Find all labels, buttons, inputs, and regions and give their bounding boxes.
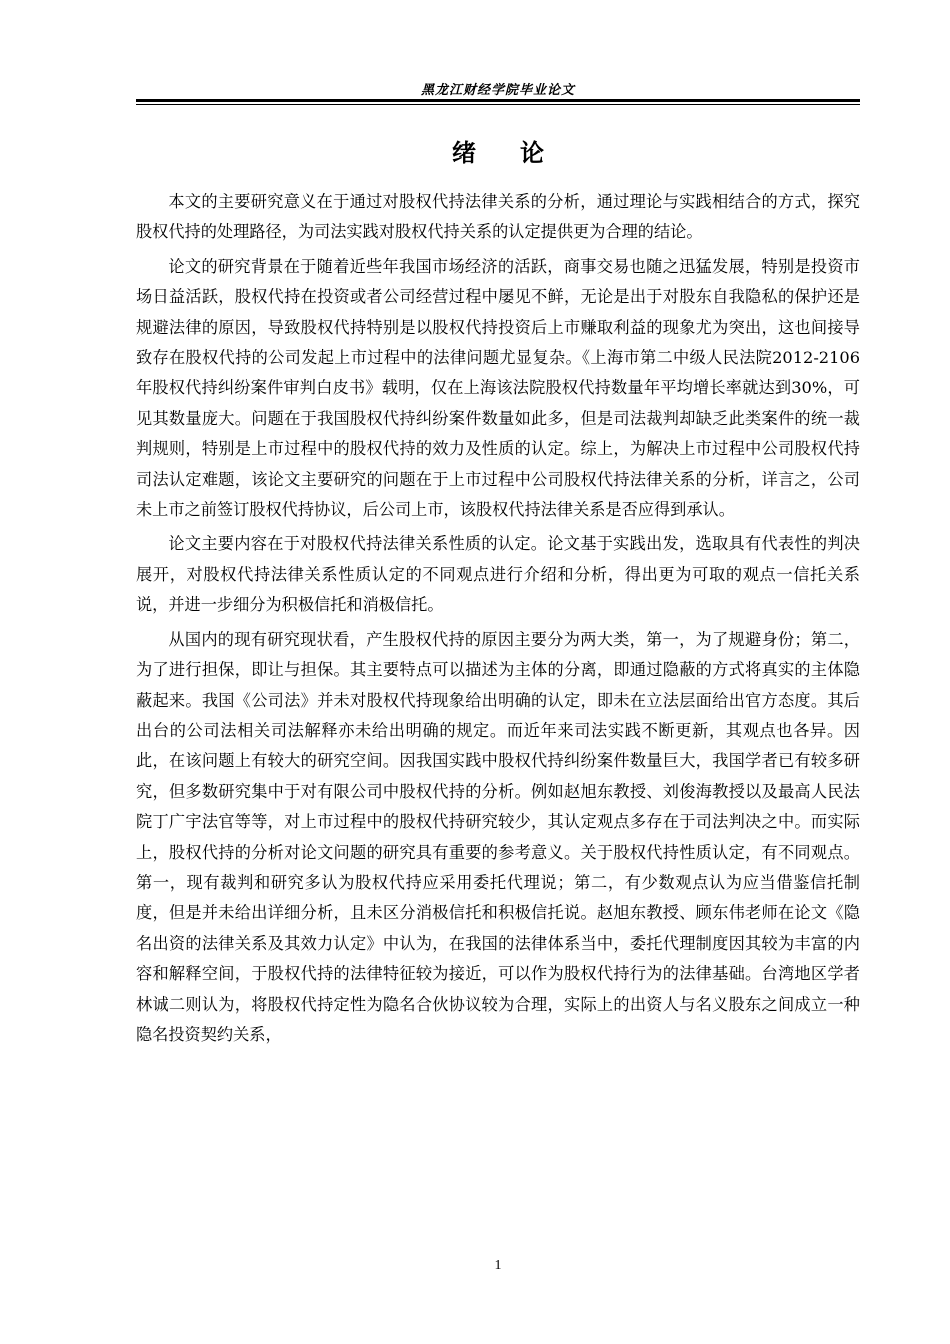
paragraph-significance: 本文的主要研究意义在于通过对股权代持法律关系的分析，通过理论与实践相结合的方式，探究股权代持的处理路径，为司法实践对股权代持关系的认定提供更为合理的结论。 xyxy=(136,192,860,242)
paragraph-main-content: 论文主要内容在于对股权代持法律关系性质的认定。论文基于实践出发，选取具有代表性的判决展开，对股权代持法律关系性质认定的不同观点进行介绍和分析，得出更为可取的观点一信托关系说，并进一步细分为积极信托和消极信托。 xyxy=(136,534,860,615)
header-rule-thick xyxy=(136,99,860,102)
chapter-title-part-2: 论 xyxy=(520,139,544,167)
chapter-title xyxy=(136,133,860,168)
running-header: 黑龙江财经学院毕业论文 xyxy=(420,83,575,98)
page-number: 1 xyxy=(494,1258,502,1273)
header-rule-thin xyxy=(136,104,860,105)
chapter-title-part-1: 绪 xyxy=(452,139,476,167)
paragraph-research-status: 从国内的现有研究现状看，产生股权代持的原因主要分为两大类，第一，为了规避身份；第二，为了进行担保，即让与担保。其主要特点可以描述为主体的分离，即通过隐蔽的方式将真实的主体隐蔽起来。我国《公司法》并未对股权代持现象给出明确的认定，即未在立法层面给出官方态度。其后出台的公司法相关司法解释亦未给出明确的规定。而近年来司法实践不断更新，其观点也各异。因此，在该问题上有较大的研究空间。因我国实践中股权代持纠纷案件数量巨大，我国学者已有较多研究，但多数研究集中于对有限公司中股权代持的分析。例如赵旭东教授、刘俊海教授以及最高人民法院丁广宇法官等等，对上市过程中的股权代持研究较少，其认定观点多存在于司法判决之中。而实际上，股权代持的分析对论文问题的研究具有重要的参考意义。关于股权代持性质认定，有不同观点。第一，现有裁判和研究多认为股权代持应采用委托代理说；第二，有少数观点认为应当借鉴信托制度，但是并未给出详细分析，且未区分消极信托和积极信托说。赵旭东教授、顾东伟老师在论文《隐名出资的法律关系及其效力认定》中认为，在我国的法律体系当中，委托代理制度因其较为丰富的内容和解释空间，于股权代持的法律特征较为接近，可以作为股权代持行为的法律基础。台湾地区学者林诚二则认为，将股权代持定性为隐名合伙协议较为合理，实际上的出资人与名义股东之间成立一种隐名投资契约关系， xyxy=(136,629,860,1044)
body-text xyxy=(136,187,860,1054)
paragraph-background: 论文的研究背景在于随着近些年我国市场经济的活跃，商事交易也随之迅猛发展，特别是投资市场日益活跃，股权代持在投资或者公司经营过程中屡见不鲜，无论是出于对股东自我隐私的保护还是规避法律的原因，导致股权代持特别是以股权代持投资后上市赚取利益的现象尤为突出，这也间接导致存在股权代持的公司发起上市过程中的法律问题尤显复杂。《上海市第二中级人民法院2012-2106年股权代持纠纷案件审判白皮书》载明，仅在上海该法院股权代持数量年平均增长率就达到30%，可见其数量庞大。问题在于我国股权代持纠纷案件数量如此多，但是司法裁判却缺乏此类案件的统一裁判规则，特别是上市过程中的股权代持的效力及性质的认定。综上，为解决上市过程中公司股权代持司法认定难题，该论文主要研究的问题在于上市过程中公司股权代持法律关系的分析，详言之，公司未上市之前签订股权代持协议，后公司上市，该股权代持法律关系是否应得到承认。 xyxy=(136,256,860,520)
